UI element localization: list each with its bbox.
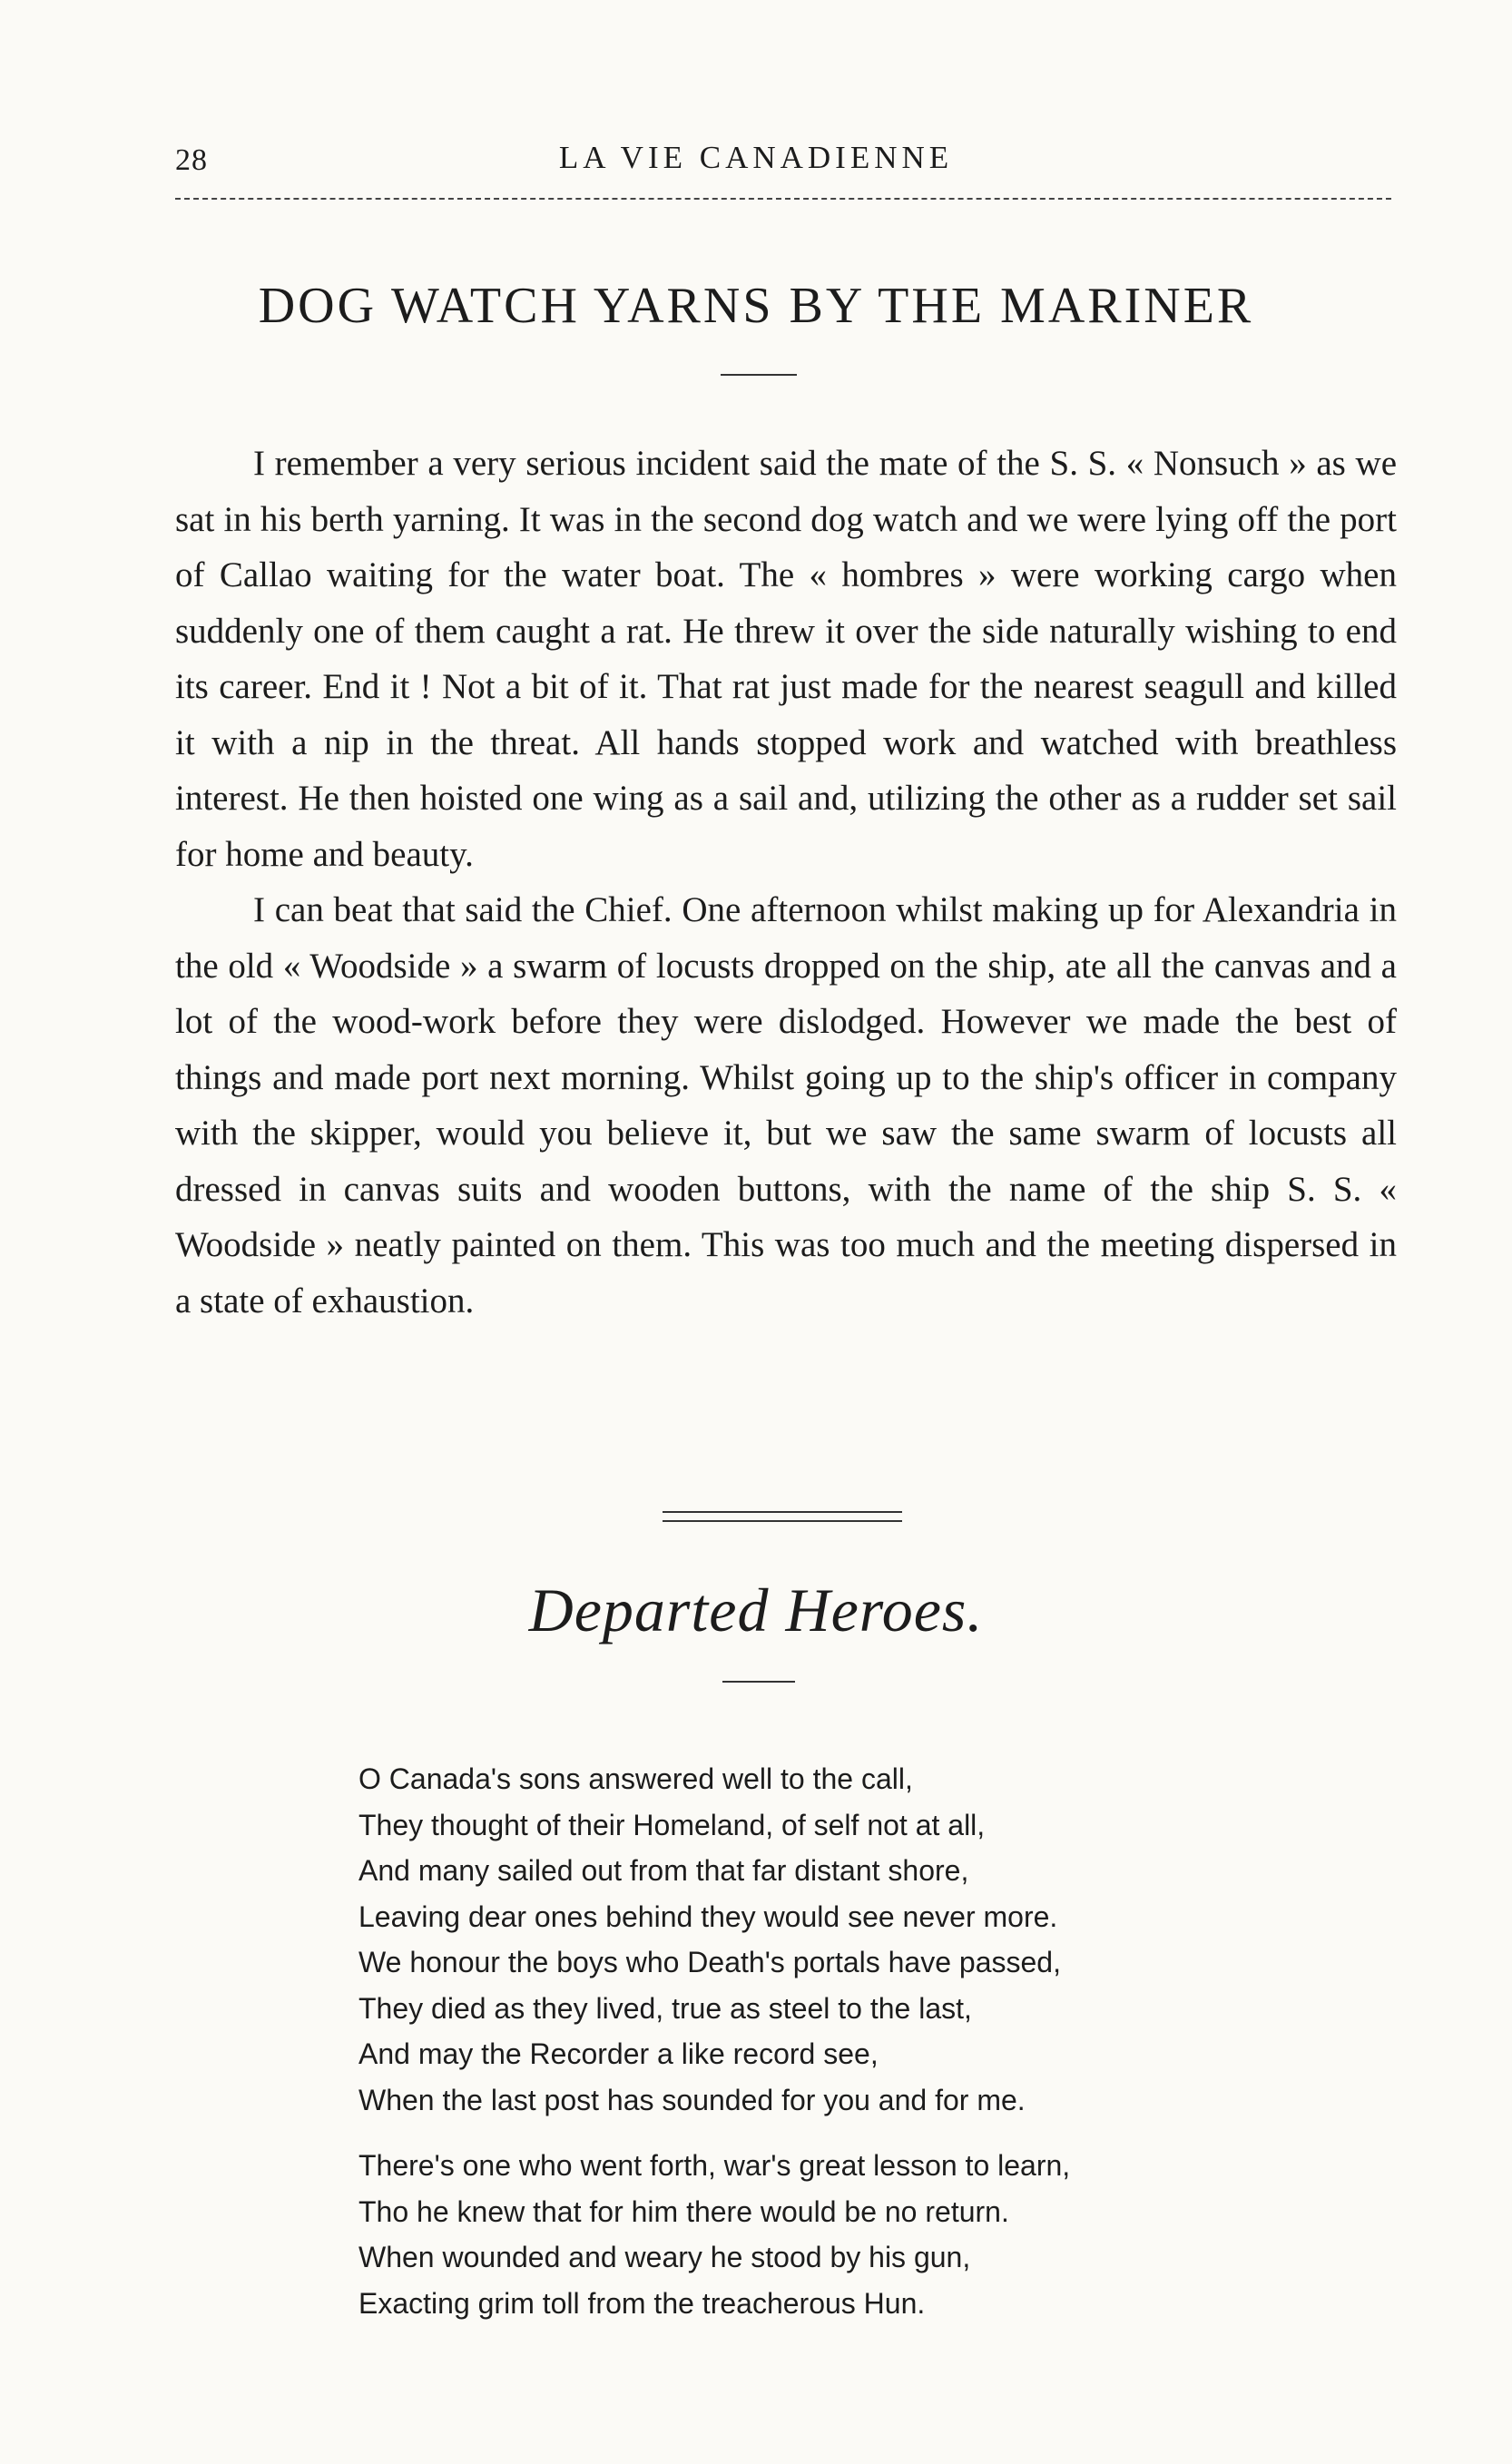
- poem-stanza: [358, 1756, 1070, 2123]
- poem-line: And may the Recorder a like record see,: [358, 2037, 879, 2070]
- poem-line: O Canada's sons answered well to the call,: [358, 1762, 913, 1795]
- article-paragraph: I can beat that said the Chief. One afternoon whilst making up for Alexandria in the old « Woodside » a swarm of locusts dropped on the ship, ate all the canvas and a lot of the wood-work before they were dislodged. However we made the best of things and made port next morning. Whilst going up to the ship's officer in company with the skipper, would you believe it, but we saw the same swarm of locusts all dressed in canvas suits and wooden buttons, with the name of the ship S. S. « Woodside » neatly painted on them. This was too much and the meeting dispersed in a state of exhaustion.: [175, 890, 1397, 1320]
- poem-line: They thought of their Homeland, of self not at all,: [358, 1808, 986, 1841]
- poem-line: When wounded and weary he stood by his gun,: [358, 2241, 971, 2273]
- running-title: LA VIE CANADIENNE: [558, 140, 954, 175]
- page-number: 28: [175, 143, 208, 177]
- poem-body: [358, 1756, 1070, 2346]
- poem-line: Tho he knew that for him there would be no return.: [358, 2194, 1009, 2228]
- section-divider: [663, 1511, 902, 1522]
- poem-line: We honour the boys who Death's portals have passed,: [358, 1946, 1061, 1978]
- poem-line: They died as they lived, true as steel to the last,: [358, 1991, 972, 2025]
- poem-line: When the last post has sounded for you and for me.: [358, 2083, 1026, 2116]
- poem-line: Leaving dear ones behind they would see never more.: [358, 1900, 1058, 1933]
- poem-stanza: [358, 2143, 1070, 2326]
- article-body: [175, 436, 1397, 1329]
- article-paragraph: I remember a very serious incident said the mate of the S. S. « Nonsuch » as we sat in his berth yarning. It was in the second dog watch and we were lying off the port of Callao waiting for the water boat. The « hombres » were working cargo when suddenly one of them caught a rat. He threw it over the side naturally wishing to end its career. End it ! Not a bit of it. That rat just made for the nearest seagull and killed it with a nip in the threat. All hands stopped work and watched with breathless interest. He then hoisted one wing as a sail and, utilizing the other as a rudder set sail for home and beauty.: [175, 444, 1397, 874]
- title-divider: [721, 374, 797, 376]
- poem-line: There's one who went forth, war's great lesson to learn,: [358, 2149, 1071, 2182]
- poem-line: Exacting grim toll from the treacherous Hun.: [358, 2286, 926, 2320]
- poem-line: And many sailed out from that far distant shore,: [358, 1854, 969, 1887]
- poem-title: Departed Heroes.: [528, 1576, 984, 1644]
- article-title: DOG WATCH YARNS BY THE MARINER: [258, 278, 1254, 334]
- poem-title-divider: [722, 1681, 795, 1683]
- header-divider: [175, 198, 1391, 200]
